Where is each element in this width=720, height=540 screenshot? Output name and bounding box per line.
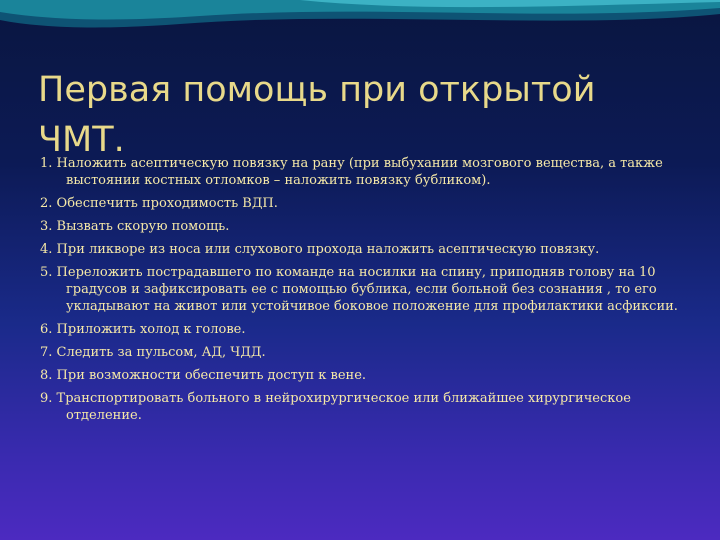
list-item: 2. Обеспечить проходимость ВДП. [40, 196, 278, 211]
list-item: 6. Приложить холод к голове. [40, 322, 246, 337]
list-item: 3. Вызвать скорую помощь. [40, 219, 230, 234]
list-item: 9. Транспортировать больного в нейрохирургическое или ближайшее хирургическое отделение. [40, 391, 631, 423]
list-item: 4. При ликворе из носа или слухового прохода наложить асептическую повязку. [40, 242, 600, 257]
list-item: 5. Переложить пострадавшего по команде на носилки на спину, приподняв голову на 10 градусов и зафиксировать ее с помощью бублика, если больной без сознания , то его укладывают на живот или устойчивое боковое положение для профилактики асфиксии. [40, 265, 678, 314]
first-aid-steps-list [40, 155, 680, 430]
list-item: 1. Наложить асептическую повязку на рану (при выбухании мозгового вещества, а также выстоянии костных отломков – наложить повязку бубликом). [40, 156, 663, 188]
decorative-swoosh [0, 0, 720, 60]
list-item: 7. Следить за пульсом, АД, ЧДД. [40, 345, 266, 360]
list-item: 8. При возможности обеспечить доступ к вене. [40, 368, 367, 383]
slide-title: Первая помощь при открытой ЧМТ. [38, 70, 596, 161]
